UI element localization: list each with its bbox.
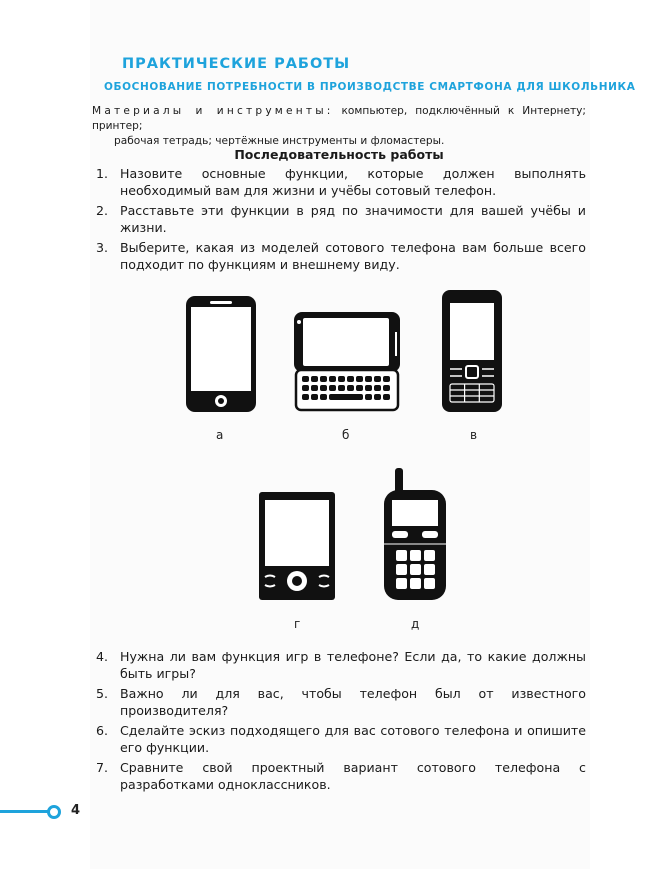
task-item: [96, 165, 586, 199]
antenna-phone-icon: [383, 468, 449, 604]
task-item: [96, 722, 586, 756]
footer-accent-line: [0, 810, 50, 813]
task-item: [96, 239, 586, 273]
task-text: Расставьте эти функции в ряд по значимости для вашей учёбы и жизни.: [120, 203, 586, 235]
section-title: ПРАКТИЧЕСКИЕ РАБОТЫ: [122, 56, 351, 72]
task-number: 6.: [96, 723, 109, 738]
task-number: 4.: [96, 649, 109, 664]
materials-text-1: компьютер, подключённый к Интернету; принтер;: [92, 105, 586, 132]
task-text: Выберите, какая из моделей сотового телефона вам больше всего подходит по функциям и внешнему виду.: [120, 240, 586, 272]
smartphone-icon: [186, 296, 256, 416]
task-item: [96, 648, 586, 682]
task-text: Нужна ли вам функция игр в телефоне? Если да, то какие должны быть игры?: [120, 649, 586, 681]
caption-v: в: [470, 428, 478, 442]
materials-text-2: рабочая тетрадь; чертёжные инструменты и фломастеры.: [114, 135, 445, 147]
task-item: [96, 685, 586, 719]
slider-keyboard-phone-icon: [294, 312, 402, 416]
sequence-title: Последовательность работы: [234, 147, 444, 162]
task-number: 7.: [96, 760, 109, 775]
work-title: ОБОСНОВАНИЕ ПОТРЕБНОСТИ В ПРОИЗВОДСТВЕ СМАРТФОНА ДЛЯ ШКОЛЬНИКА: [104, 81, 636, 93]
caption-a: а: [216, 428, 224, 442]
caption-d: д: [411, 617, 420, 631]
pda-phone-icon: [259, 492, 335, 604]
task-text: Сделайте эскиз подходящего для вас сотового телефона и опишите его функции.: [120, 723, 586, 755]
task-text: Сравните свой проектный вариант сотового телефона с разработками одноклассников.: [120, 760, 586, 792]
materials-label: Материалы и инструменты:: [92, 105, 334, 117]
task-number: 5.: [96, 686, 109, 701]
task-list-second: [96, 648, 586, 796]
task-number: 1.: [96, 166, 109, 181]
caption-g: г: [294, 617, 301, 631]
footer-accent-dot: [47, 805, 61, 819]
page-number: 4: [71, 803, 81, 818]
materials-paragraph: [92, 104, 586, 149]
candybar-phone-icon: [442, 290, 502, 416]
task-text: Назовите основные функции, которые должен выполнять необходимый вам для жизни и учёбы сотовый телефон.: [120, 166, 586, 198]
task-list-first: [96, 165, 586, 276]
task-number: 2.: [96, 203, 109, 218]
task-number: 3.: [96, 240, 109, 255]
task-text: Важно ли для вас, чтобы телефон был от известного производителя?: [120, 686, 586, 718]
task-item: [96, 759, 586, 793]
task-item: [96, 202, 586, 236]
caption-b: б: [342, 428, 350, 442]
